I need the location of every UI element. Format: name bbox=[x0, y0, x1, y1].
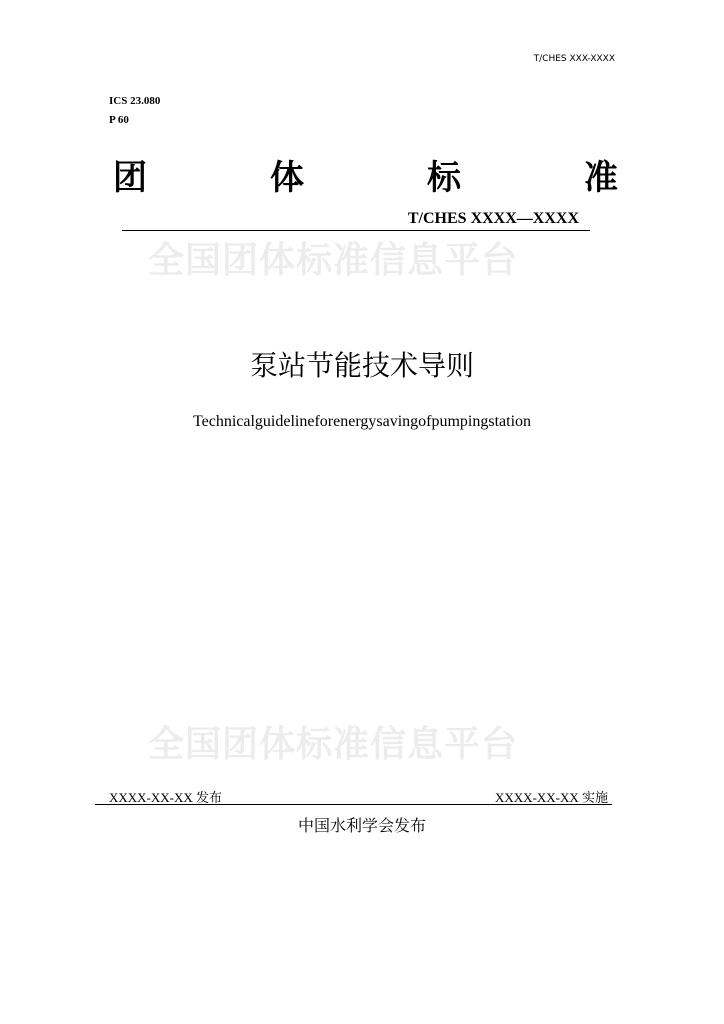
watermark: 全国团体标准信息平台 bbox=[148, 724, 519, 765]
top-divider bbox=[122, 230, 590, 231]
header-doc-code: T/CHES XXX-XXXX bbox=[533, 54, 615, 64]
document-title-en: Technicalguidelineforenergysavingofpumpingstation bbox=[192, 413, 532, 430]
publisher: 中国水利学会发布 bbox=[297, 816, 426, 835]
document-title-zh: 泵站节能技术导则 bbox=[249, 349, 474, 382]
standard-type-char: 标 bbox=[427, 157, 461, 198]
standard-type-char: 准 bbox=[584, 157, 618, 198]
publish-date: XXXX-XX-XX 发布 bbox=[109, 790, 223, 805]
bottom-divider bbox=[95, 804, 612, 805]
ics-code: ICS 23.080 bbox=[109, 95, 161, 107]
ccs-code: P 60 bbox=[109, 114, 129, 126]
standard-number: T/CHES XXXX—XXXX bbox=[407, 210, 579, 227]
classification-block bbox=[109, 92, 160, 130]
standard-type-heading bbox=[113, 150, 618, 198]
standard-type-char: 体 bbox=[270, 157, 304, 198]
watermark: 全国团体标准信息平台 bbox=[148, 240, 519, 281]
implement-date: XXXX-XX-XX 实施 bbox=[494, 790, 608, 805]
standard-type-char: 团 bbox=[113, 157, 147, 198]
